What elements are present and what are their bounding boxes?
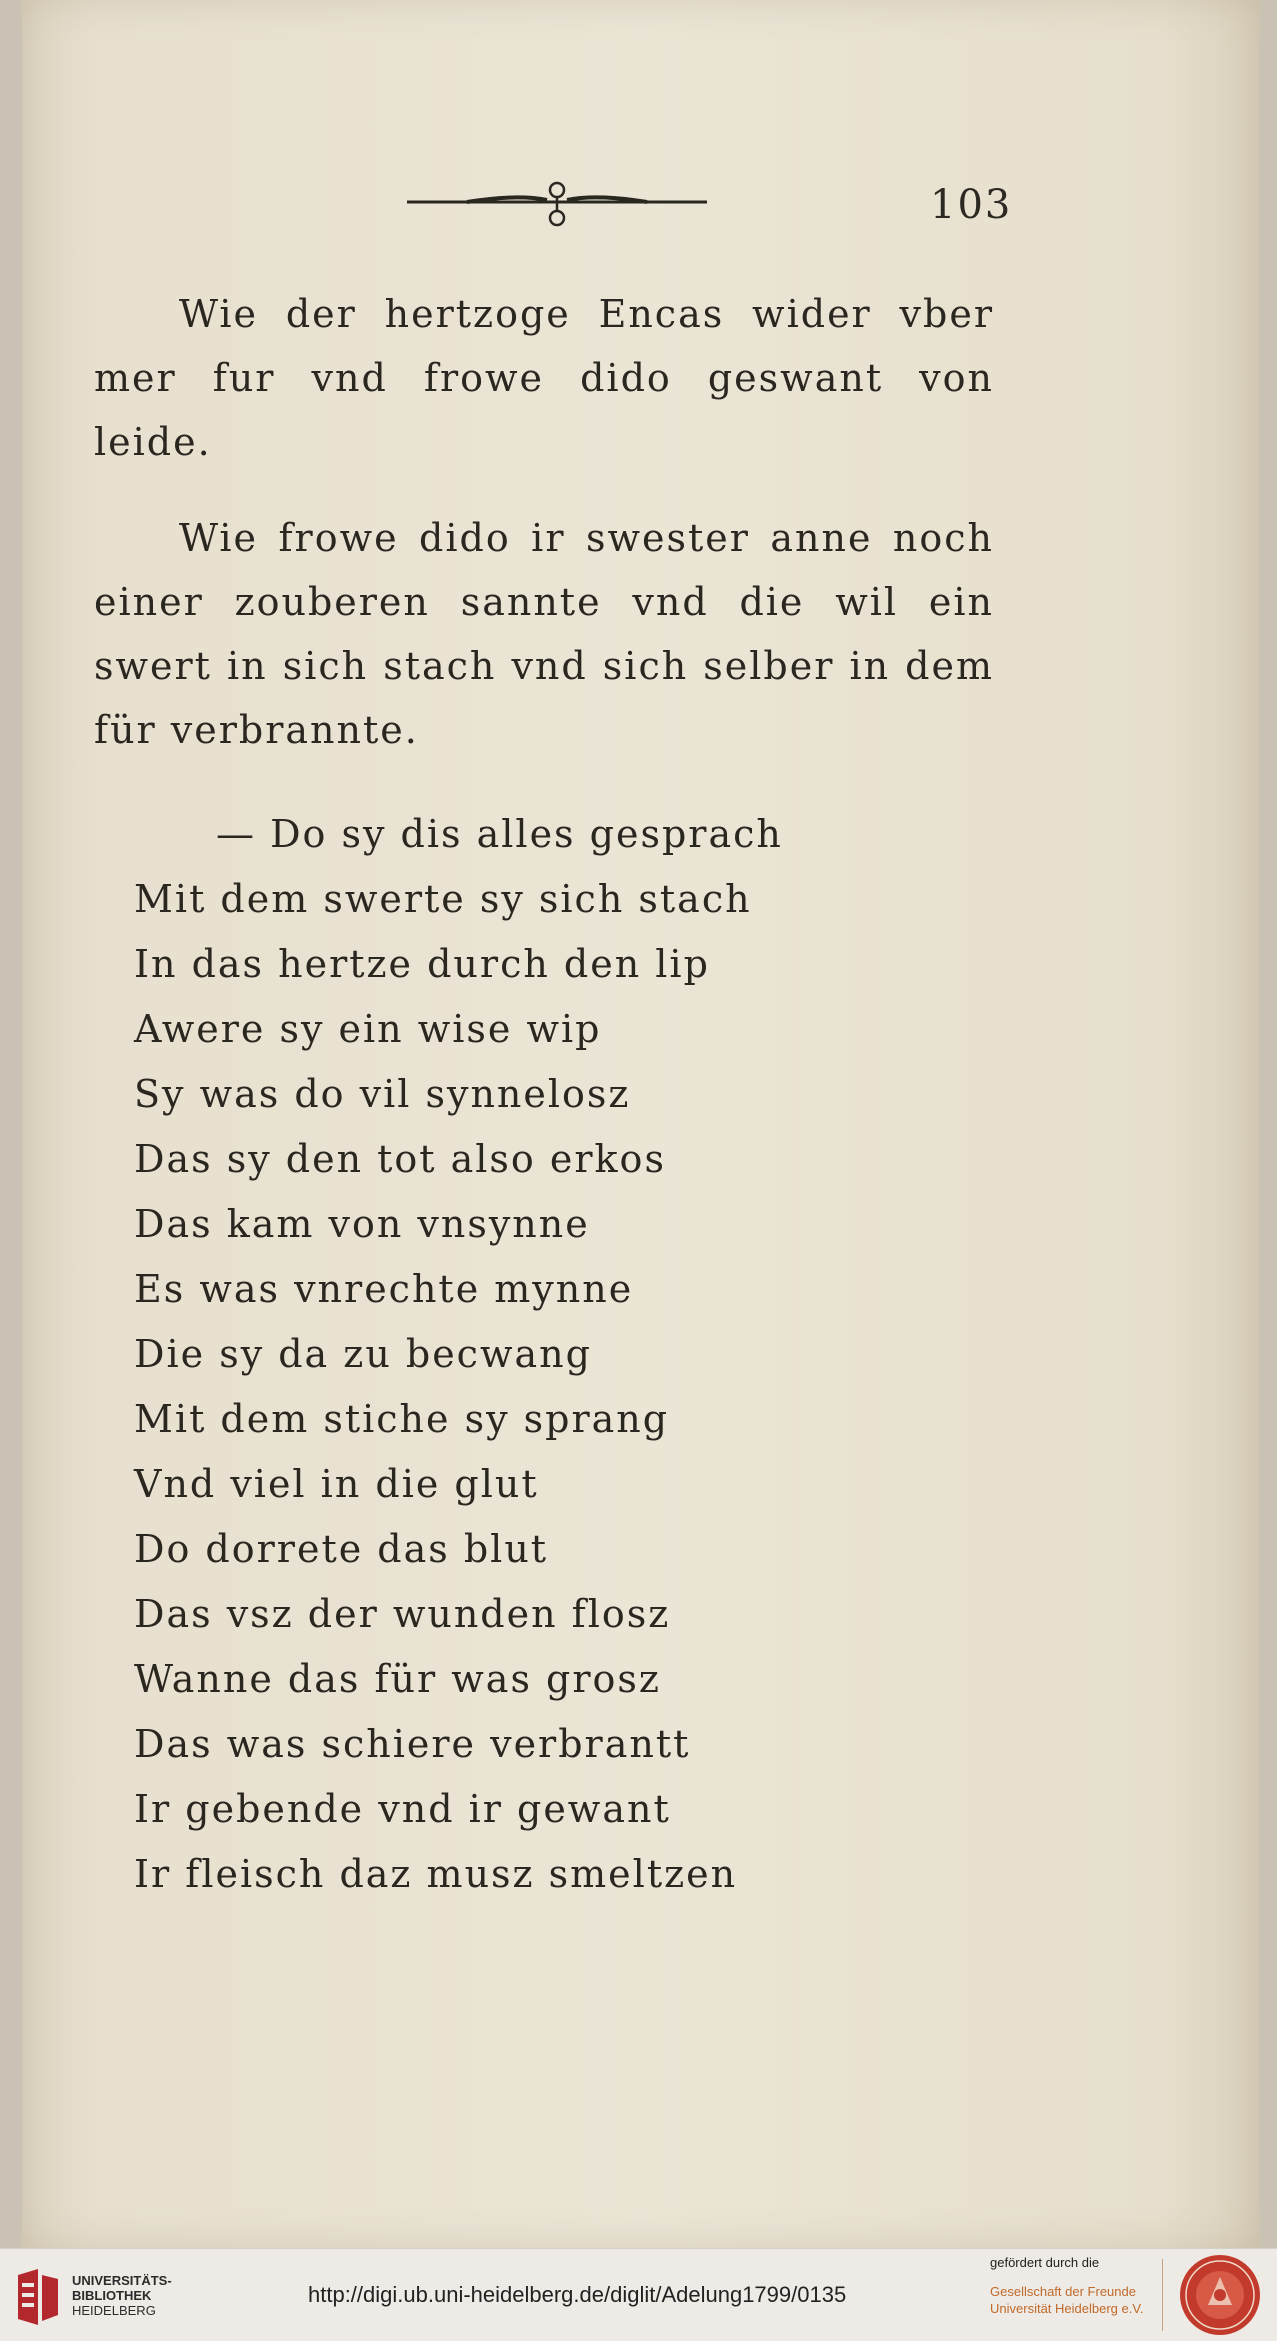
heading-line: Wie der hertzoge Encas wider vber (179, 292, 994, 336)
verse-line: Das vsz der wunden flosz (134, 1592, 671, 1636)
heading-line: für verbrannte. (94, 708, 419, 752)
chapter-heading-1 (94, 282, 994, 410)
library-line: BIBLIOTHEK (72, 2288, 152, 2303)
chapter-heading-1-end (94, 410, 994, 474)
verse-line: Das was schiere verbrantt (134, 1722, 691, 1766)
verse-line: Es was vnrechte mynne (134, 1267, 634, 1311)
verse-line: Awere sy ein wise wip (134, 1007, 602, 1051)
verse-line: Mit dem swerte sy sich stach (134, 877, 752, 921)
chapter-heading-2 (94, 506, 994, 698)
verse-line: Sy was do vil synnelosz (134, 1072, 631, 1116)
library-logo-icon (12, 2265, 62, 2329)
heading-line: mer fur vnd frowe dido geswant von (94, 356, 994, 400)
university-seal-icon (1178, 2253, 1262, 2337)
library-name (72, 2273, 172, 2318)
viewer-footer (0, 2248, 1277, 2341)
heading-line: leide. (94, 420, 212, 464)
verse-line: Do dorrete das blut (134, 1527, 549, 1571)
heading-line: swert in sich stach vnd sich selber in dem (94, 644, 994, 688)
ornament-divider (407, 178, 707, 230)
verse-line: — Do sy dis alles gesprach (216, 812, 783, 856)
verse-block (134, 802, 783, 1907)
permalink-url[interactable]: http://digi.ub.uni-heidelberg.de/diglit/Adelung1799/0135 (308, 2282, 847, 2307)
verse-line: Mit dem stiche sy sprang (134, 1397, 670, 1441)
heading-line: Wie frowe dido ir swester anne noch (179, 516, 994, 560)
library-line: UNIVERSITÄTS- (72, 2273, 172, 2288)
chapter-heading-2-end (94, 698, 994, 762)
sponsor-line: Universität Heidelberg e.V. (990, 2301, 1144, 2316)
verse-line: Ir gebende vnd ir gewant (134, 1787, 671, 1831)
verse-line: Vnd viel in die glut (134, 1462, 539, 1506)
verse-line: Ir fleisch daz musz smeltzen (134, 1852, 738, 1896)
page-number: 103 (930, 182, 1013, 228)
sponsor-line: Gesellschaft der Freunde (990, 2284, 1136, 2299)
sponsor-note: gefördert durch die (990, 2255, 1100, 2270)
heading-line: einer zouberen sannte vnd die wil ein (94, 580, 994, 624)
verse-line: Das kam von vnsynne (134, 1202, 590, 1246)
verse-line: Wanne das für was grosz (134, 1657, 661, 1701)
sponsor-name (990, 2283, 1143, 2317)
book-page (22, 0, 1260, 2248)
footer-divider (1162, 2259, 1163, 2331)
library-line: HEIDELBERG (72, 2303, 156, 2318)
verse-line: In das hertze durch den lip (134, 942, 710, 986)
verse-line: Die sy da zu becwang (134, 1332, 592, 1376)
verse-line: Das sy den tot also erkos (134, 1137, 666, 1181)
